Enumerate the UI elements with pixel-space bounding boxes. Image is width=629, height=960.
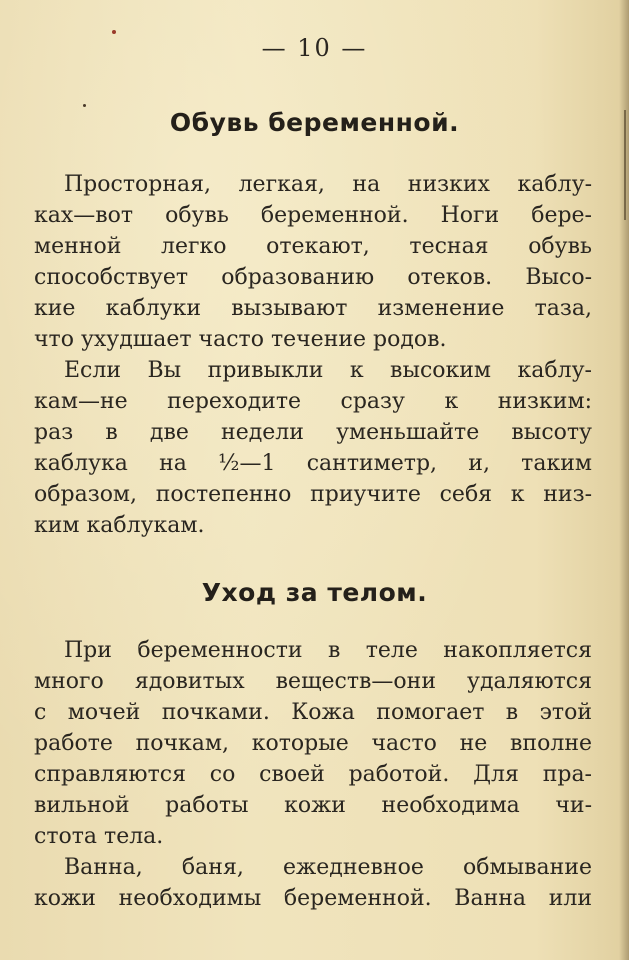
- paragraph-line: Если Вы привыкли к высоким каблу-: [64, 358, 592, 383]
- paragraph-line: Просторная, легкая, на низких каблу-: [64, 172, 592, 197]
- section-heading-body-care: Уход за телом.: [201, 578, 428, 607]
- paragraph-line: При беременности в теле накопляется: [64, 638, 592, 663]
- paragraph-line: кожи необходимы беременной. Ванна или: [34, 886, 592, 911]
- paragraph-line: вильной работы кожи необходима чи-: [34, 793, 592, 818]
- paragraph-line: кам—не переходите сразу к низким:: [34, 389, 592, 414]
- paragraph-line: способствует образованию отеков. Высо-: [34, 265, 592, 290]
- paragraph-line: каблука на ½—1 сантиметр, и, таким: [34, 451, 592, 476]
- ink-speck: [83, 104, 86, 107]
- paragraph-line: что ухудшает часто течение родов.: [34, 327, 447, 352]
- paragraph-line: менной легко отекают, тесная обувь: [34, 234, 592, 259]
- paragraph-line: ках—вот обувь беременной. Ноги бере-: [34, 203, 592, 228]
- paragraph-line: ким каблукам.: [34, 513, 205, 538]
- paragraph-line: кие каблуки вызывают изменение таза,: [34, 296, 592, 321]
- page-number: — 10 —: [261, 34, 368, 62]
- paragraph-line: Ванна, баня, ежедневное обмывание: [64, 855, 592, 880]
- paragraph-line: справляются со своей работой. Для пра-: [34, 762, 592, 787]
- paragraph-line: с мочей почками. Кожа помогает в этой: [34, 700, 592, 725]
- paragraph-line: много ядовитых веществ—они удаляются: [34, 669, 592, 694]
- paragraph-line: раз в две недели уменьшайте высоту: [34, 420, 592, 445]
- paragraph-line: образом, постепенно приучите себя к низ-: [34, 482, 592, 507]
- paragraph-line: работе почкам, которые часто не вполне: [34, 731, 592, 756]
- section-heading-footwear: Обувь беременной.: [169, 108, 460, 137]
- paragraph-line: стота тела.: [34, 824, 164, 849]
